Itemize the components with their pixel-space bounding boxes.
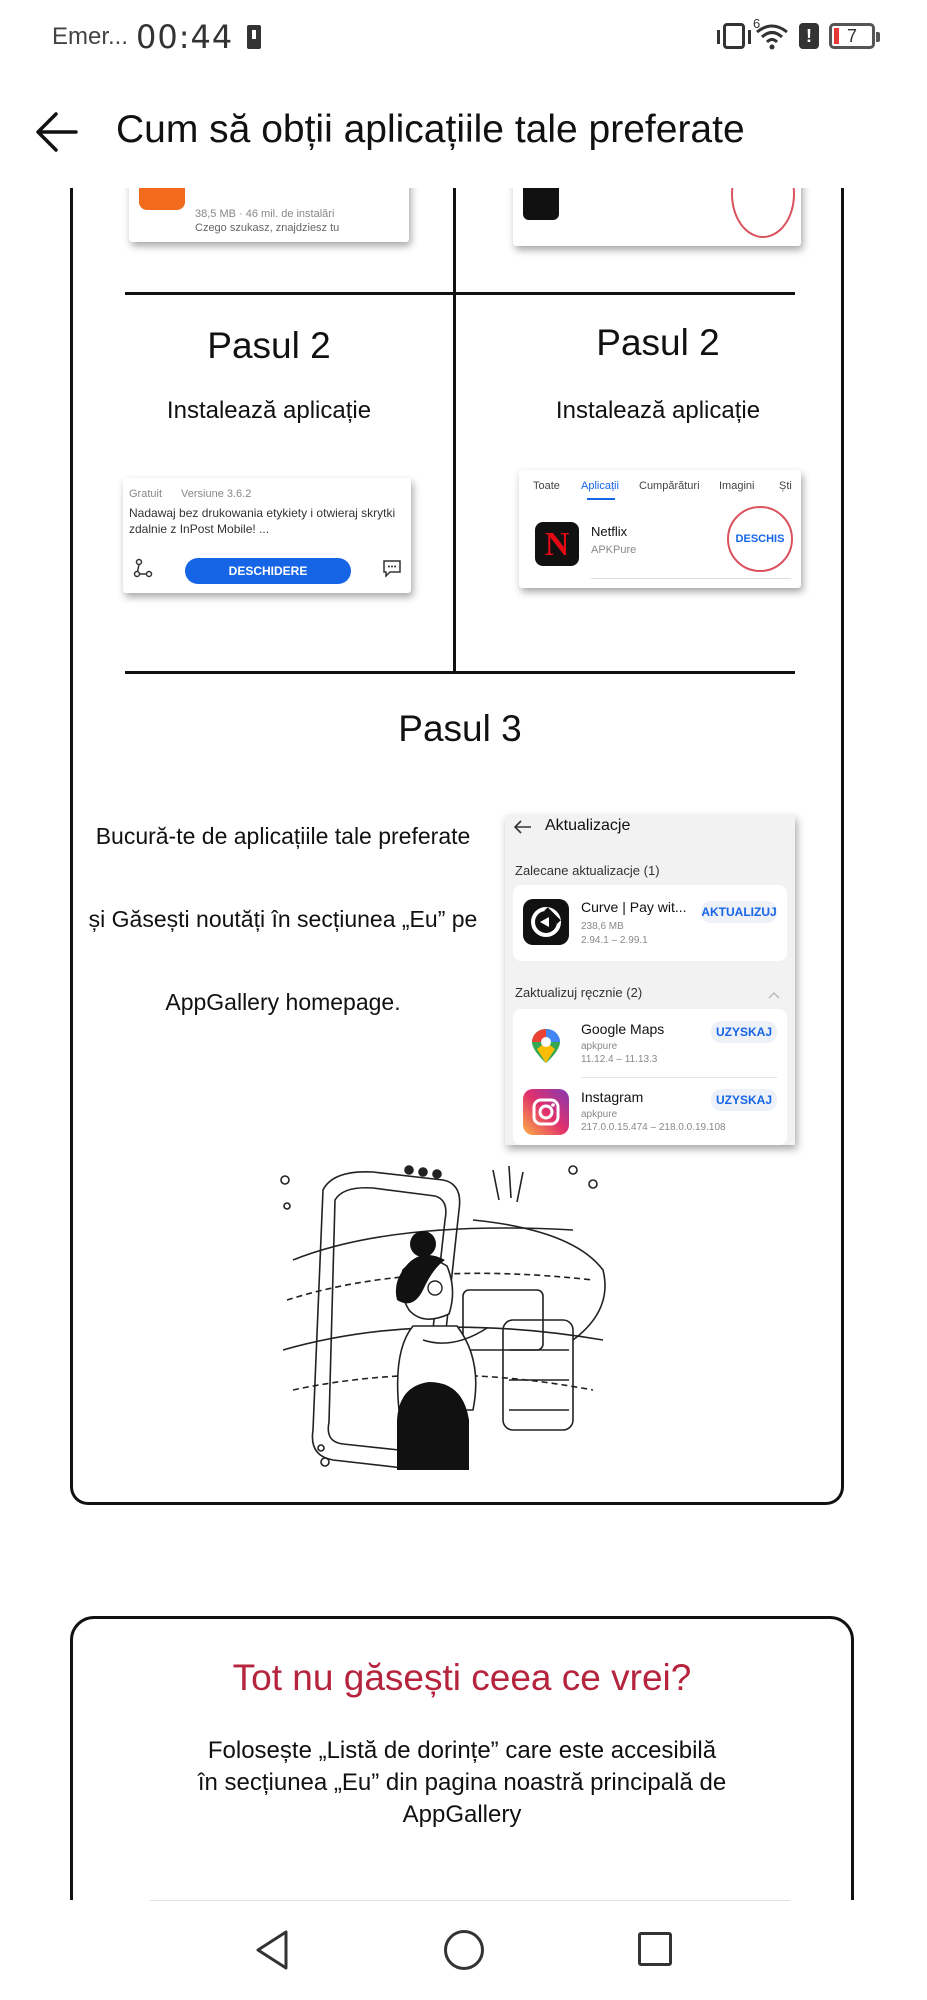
curve-update-card: [513, 885, 787, 961]
back-arrow-icon: [513, 819, 533, 835]
guide-card: [70, 120, 844, 1505]
recommended-updates-label: Zalecane aktualizacje (1): [515, 863, 660, 878]
back-button[interactable]: [30, 104, 86, 160]
help-title: Tot nu găsești ceea ce vrei?: [232, 1657, 692, 1698]
carrier-name: Emer...: [52, 23, 129, 50]
tab-active-indicator: [587, 498, 615, 500]
row-divider: [591, 578, 791, 579]
grid-divider-2: [125, 671, 795, 674]
back-arrow-icon: [30, 104, 86, 160]
step3-title: Pasul 3: [398, 708, 522, 749]
help-line1: Folosește „Listă de dorințe” care este accesibilă: [207, 1737, 717, 1764]
nav-divider: [150, 1900, 790, 1901]
grid-vertical-divider: [453, 120, 456, 674]
help-line2: în secțiunea „Eu” din pagina noastră principală de: [197, 1769, 727, 1796]
instagram-icon: [523, 1089, 569, 1135]
row-divider: [581, 1077, 777, 1078]
collapse-chevron-icon: [767, 987, 781, 997]
tab-all: Toate: [533, 480, 560, 492]
top-left-meta: 38,5 MB · 46 mil. de instalări: [195, 208, 335, 220]
curve-app-name: Curve | Pay wit...: [581, 899, 687, 915]
app-header: [0, 90, 927, 180]
status-bar: [0, 0, 927, 80]
step3-line3: AppGallery homepage.: [165, 989, 401, 1015]
nav-back-icon[interactable]: [252, 1928, 292, 1972]
step2-left-title: Pasul 2: [207, 325, 331, 366]
step2-right-title: Pasul 2: [596, 322, 720, 363]
page-title: Cum să obții aplicațiile tale preferate: [116, 108, 745, 151]
share-icon: [133, 558, 153, 578]
step2-right-subtitle: Instalează aplicație: [555, 397, 761, 424]
woman-phone-illustration: [273, 1150, 633, 1490]
free-label: Gratuit: [129, 488, 163, 500]
app-desc-line1: Nadawaj bez drukowania etykiety i otwieraj skrytki: [129, 506, 396, 520]
help-line3: AppGallery: [402, 1801, 522, 1828]
tab-images: Imagini: [719, 480, 755, 492]
google-maps-versions: 11.12.4 – 11.13.3: [581, 1054, 658, 1065]
notification-alert-icon: !: [799, 23, 819, 49]
step3-line2: și Găsești noutăți în secțiunea „Eu” pe: [88, 906, 478, 932]
step2-right-screenshot: [519, 470, 801, 588]
google-maps-icon: [523, 1023, 569, 1069]
instagram-get-button: UZYSKAJ: [711, 1089, 777, 1111]
manual-updates-label: Zaktualizuj ręcznie (2): [515, 985, 643, 1000]
wifi-icon: [753, 16, 789, 50]
curve-app-icon: [523, 899, 569, 945]
version-label: Versiune 3.6.2: [181, 488, 252, 500]
vibrate-icon: [723, 23, 745, 49]
netflix-source: APKPure: [591, 544, 637, 556]
step2-left-screenshot: [123, 478, 411, 593]
updates-title: Aktualizacje: [545, 817, 631, 834]
tab-apps: Aplicații: [581, 480, 619, 492]
top-left-desc: Czego szukasz, znajdziesz tu: [195, 222, 340, 234]
instagram-source: apkpure: [581, 1109, 618, 1120]
step2-left-subtitle: Instalează aplicație: [166, 397, 372, 424]
manual-updates-card: [513, 1009, 787, 1145]
battery-level: 7: [846, 26, 857, 46]
google-maps-name: Google Maps: [581, 1021, 665, 1037]
instagram-versions: 217.0.0.15.474 – 218.0.0.19.108: [581, 1122, 726, 1133]
search-tabs: [519, 480, 801, 500]
google-maps-source: apkpure: [581, 1041, 618, 1052]
clock: 00:44: [136, 18, 234, 56]
netflix-open-button: DESCHIS: [727, 506, 793, 572]
tab-news: Ști: [779, 480, 792, 492]
grid-divider-1: [125, 292, 795, 295]
curve-app-size: 238,6 MB: [581, 921, 624, 932]
app-desc-line2: zdalnie z InPost Mobile! ...: [129, 522, 270, 536]
system-nav-bar: [0, 1900, 927, 2000]
comment-icon: [381, 558, 403, 578]
curve-update-button: AKTUALIZUJ: [701, 901, 777, 923]
nav-home-icon[interactable]: [444, 1930, 484, 1970]
curve-app-versions: 2.94.1 – 2.99.1: [581, 935, 648, 946]
sim-alert-icon: [247, 25, 261, 49]
netflix-icon: N: [535, 522, 579, 566]
google-maps-get-button: UZYSKAJ: [711, 1021, 777, 1043]
nav-recent-apps-icon[interactable]: [638, 1932, 672, 1966]
network-generation: 6: [753, 16, 761, 31]
step3-line1: Bucură-te de aplicațiile tale preferate: [95, 823, 471, 849]
battery-icon: [829, 23, 875, 49]
instagram-name: Instagram: [581, 1089, 644, 1105]
open-app-button: DESCHIDERE: [185, 558, 351, 584]
netflix-name: Netflix: [591, 524, 628, 539]
updates-screenshot: [505, 815, 795, 1145]
tab-shopping: Cumpărături: [639, 480, 700, 492]
